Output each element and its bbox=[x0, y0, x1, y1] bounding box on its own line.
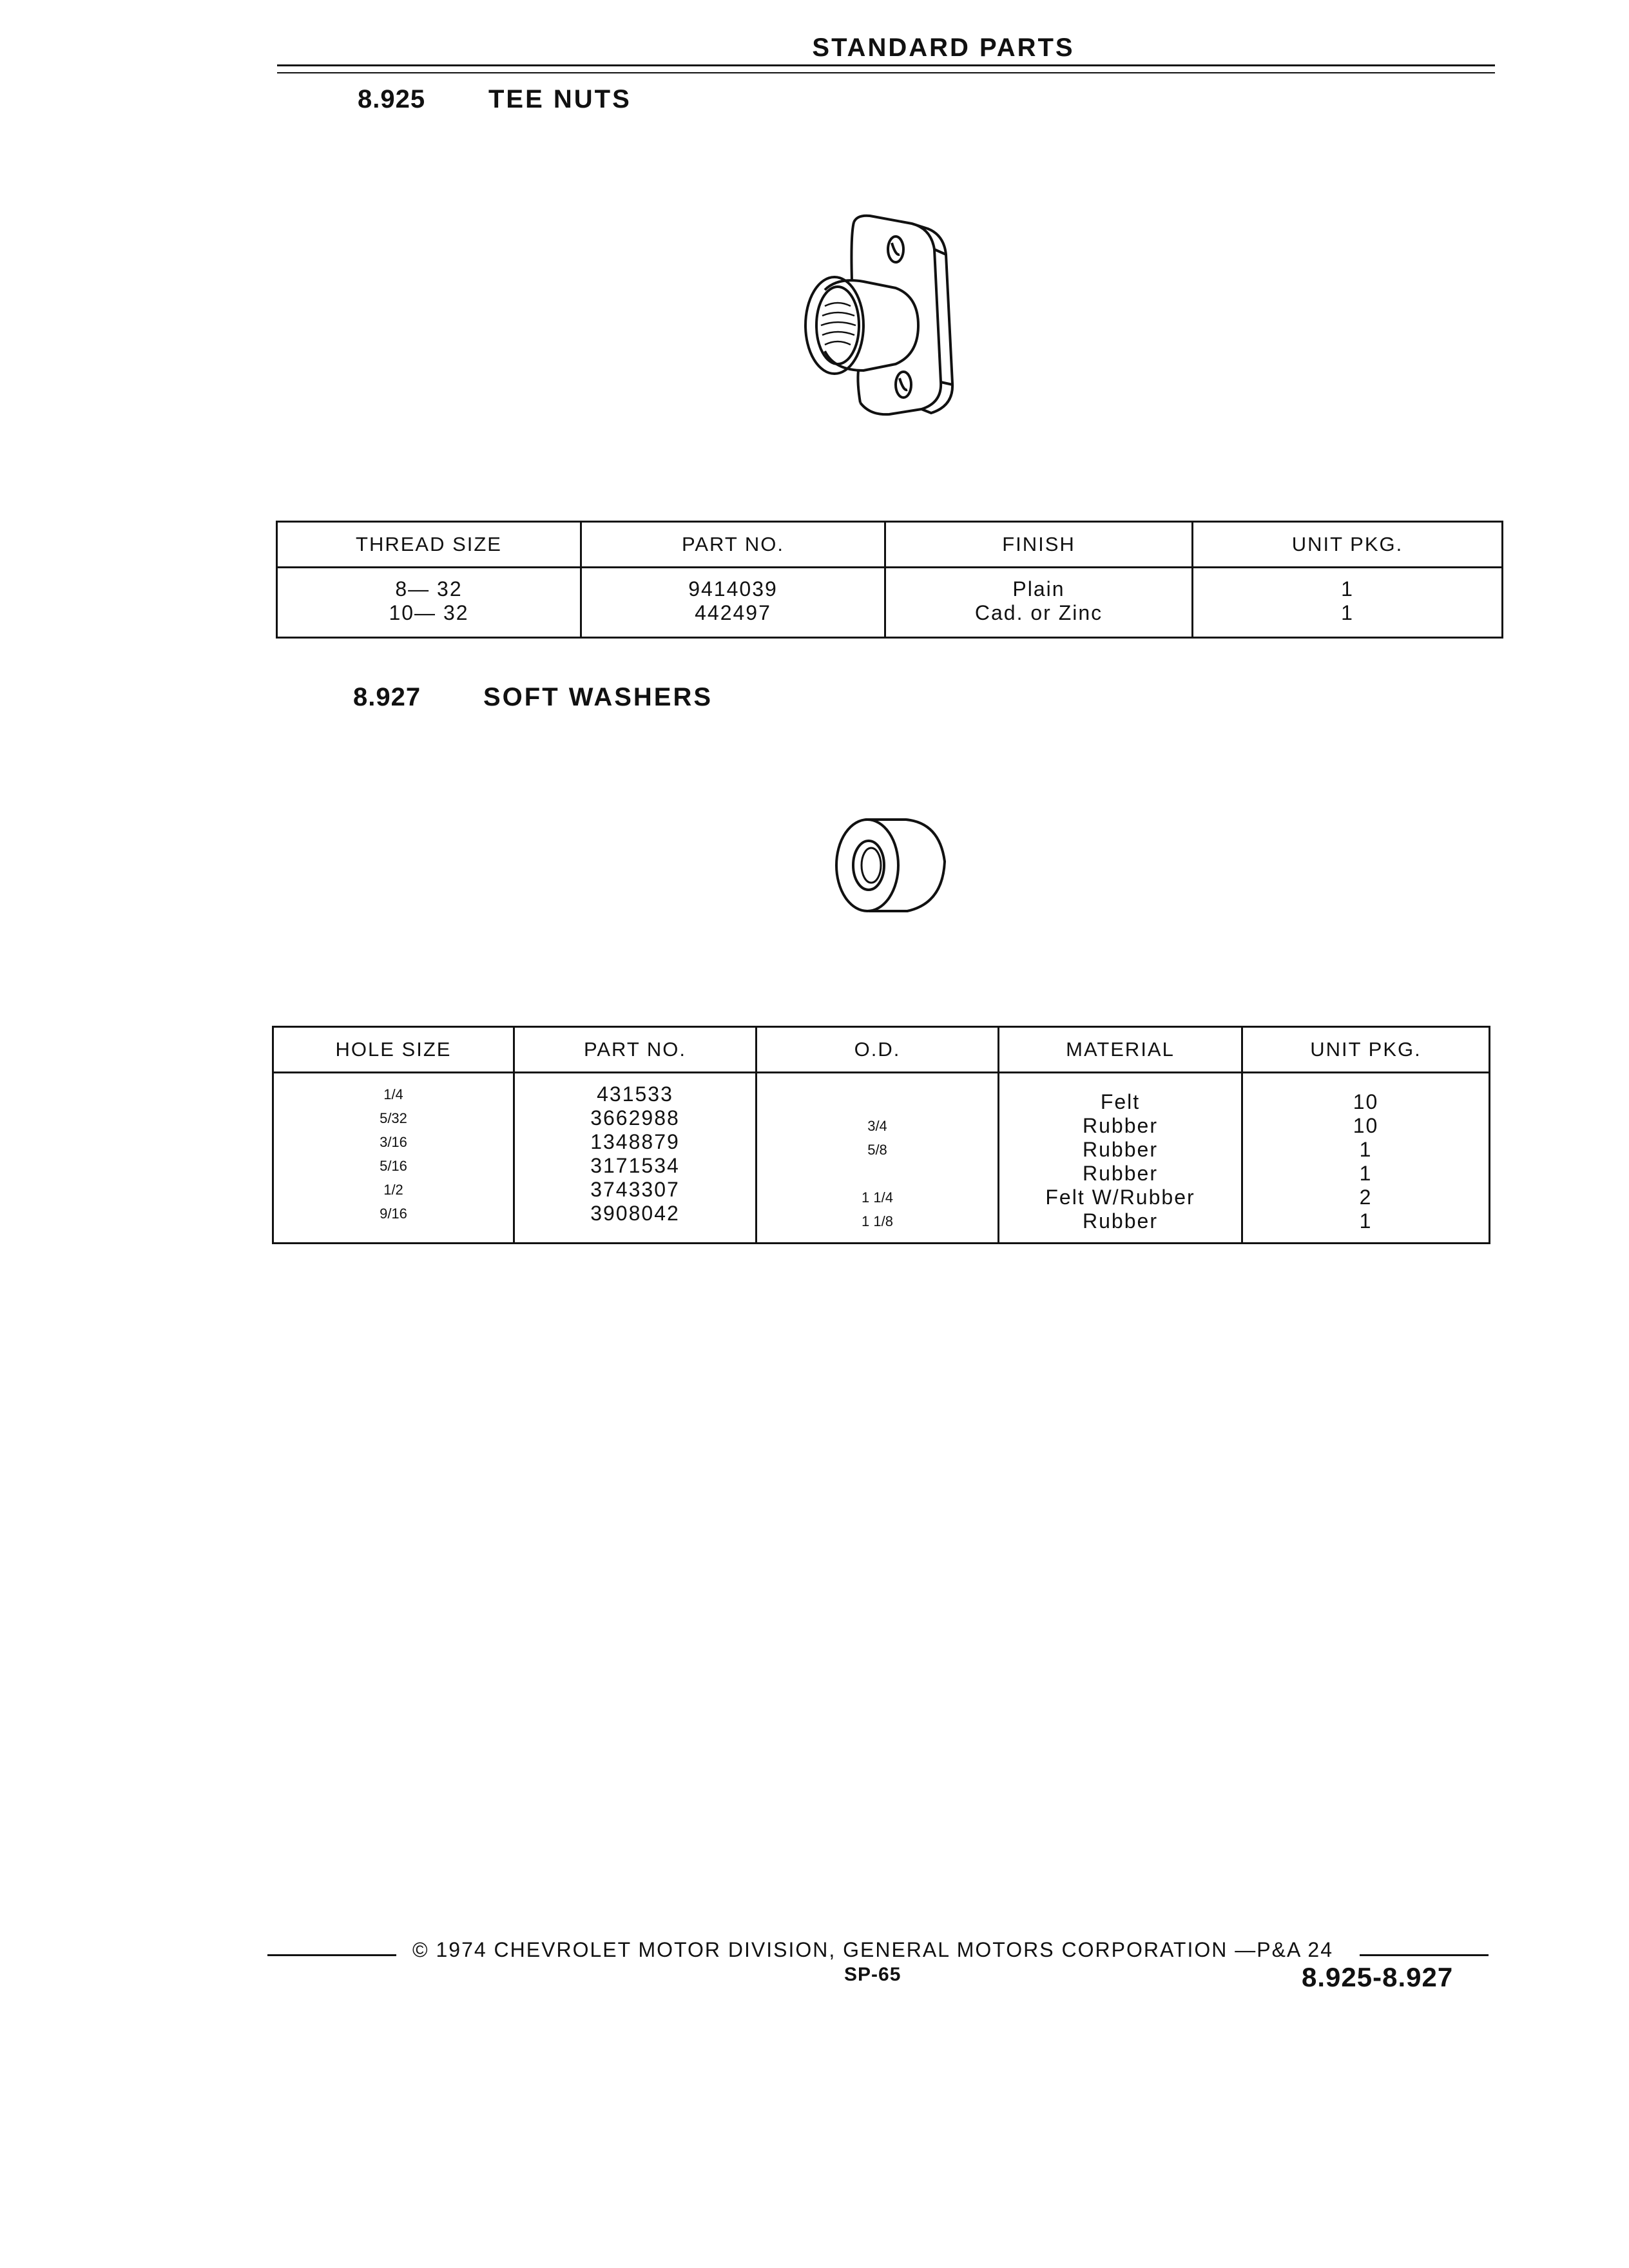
part-no-cell: 1348879 bbox=[590, 1130, 680, 1153]
finish-cell: Cad. or Zinc bbox=[974, 601, 1103, 624]
material-cell: Rubber bbox=[1083, 1138, 1158, 1161]
hole-size-cell: 3/16 bbox=[380, 1134, 407, 1150]
unit-pkg-cell: 1 bbox=[1359, 1162, 1373, 1185]
part-no-cell: 442497 bbox=[695, 601, 771, 624]
part-no-cell: 3662988 bbox=[590, 1106, 680, 1129]
material-cell: Rubber bbox=[1083, 1114, 1158, 1137]
table-row bbox=[277, 568, 1503, 638]
od-cell bbox=[757, 1090, 998, 1114]
column-header: FINISH bbox=[885, 522, 1193, 568]
unit-pkg-cell: 2 bbox=[1359, 1186, 1373, 1209]
column-header: THREAD SIZE bbox=[277, 522, 581, 568]
hole-size-cell: 1/2 bbox=[383, 1182, 403, 1198]
finish-cell: Plain bbox=[1012, 577, 1065, 601]
column-header: MATERIAL bbox=[999, 1027, 1242, 1073]
unit-pkg-cell: 1 bbox=[1341, 601, 1354, 624]
header-rule-lower bbox=[277, 72, 1495, 73]
page-header-title: STANDARD PARTS bbox=[812, 34, 1075, 62]
soft-washers-table bbox=[272, 1026, 1490, 1244]
part-no-cell: 3908042 bbox=[590, 1202, 680, 1225]
copyright-notice: © 1974 CHEVROLET MOTOR DIVISION, GENERAL MOTORS CORPORATION —P&A 24 bbox=[412, 1938, 1333, 1961]
part-no-cell: 431533 bbox=[597, 1082, 673, 1106]
washer-illustration bbox=[830, 813, 952, 916]
unit-pkg-cell: 1 bbox=[1359, 1209, 1373, 1233]
hole-size-cell: 9/16 bbox=[380, 1206, 407, 1222]
od-cell bbox=[757, 1162, 998, 1186]
column-header: HOLE SIZE bbox=[273, 1027, 514, 1073]
material-cell: Rubber bbox=[1083, 1209, 1158, 1233]
header-rule bbox=[277, 64, 1495, 66]
table-row bbox=[273, 1073, 1490, 1244]
column-header: O.D. bbox=[757, 1027, 999, 1073]
page-number: SP-65 bbox=[844, 1964, 901, 1985]
material-cell: Rubber bbox=[1083, 1162, 1158, 1185]
thread-size-cell: 8— 32 bbox=[395, 577, 463, 601]
column-header: UNIT PKG. bbox=[1242, 1027, 1490, 1073]
thread-size-cell: 10— 32 bbox=[389, 601, 469, 624]
unit-pkg-cell: 1 bbox=[1359, 1138, 1373, 1161]
od-cell: 3/4 bbox=[867, 1118, 887, 1134]
unit-pkg-cell: 10 bbox=[1353, 1114, 1379, 1137]
section-title: TEE NUTS bbox=[488, 85, 631, 113]
od-cell: 1 1/4 bbox=[862, 1189, 893, 1206]
tee-nuts-table bbox=[276, 521, 1503, 639]
unit-pkg-cell: 1 bbox=[1341, 577, 1354, 601]
unit-pkg-cell: 10 bbox=[1353, 1090, 1379, 1113]
tee-nut-illustration bbox=[799, 209, 967, 422]
part-no-cell: 3171534 bbox=[590, 1154, 680, 1177]
od-cell: 5/8 bbox=[867, 1142, 887, 1158]
footer-rule-right bbox=[1360, 1954, 1489, 1956]
material-cell: Felt W/Rubber bbox=[1045, 1186, 1195, 1209]
od-cell: 1 1/8 bbox=[862, 1213, 893, 1229]
hole-size-cell: 5/16 bbox=[380, 1158, 407, 1174]
section-range: 8.925-8.927 bbox=[1302, 1962, 1454, 1992]
hole-size-cell: 1/4 bbox=[383, 1086, 403, 1102]
section-number: 8.927 bbox=[353, 683, 421, 711]
section-title: SOFT WASHERS bbox=[483, 683, 713, 711]
material-cell: Felt bbox=[1100, 1090, 1141, 1113]
footer-rule-left bbox=[267, 1954, 396, 1956]
hole-size-cell: 5/32 bbox=[380, 1110, 407, 1126]
section-number: 8.925 bbox=[358, 85, 426, 113]
column-header: PART NO. bbox=[581, 522, 885, 568]
part-no-cell: 3743307 bbox=[590, 1178, 680, 1201]
column-header: UNIT PKG. bbox=[1193, 522, 1503, 568]
part-no-cell: 9414039 bbox=[688, 577, 778, 601]
column-header: PART NO. bbox=[514, 1027, 757, 1073]
